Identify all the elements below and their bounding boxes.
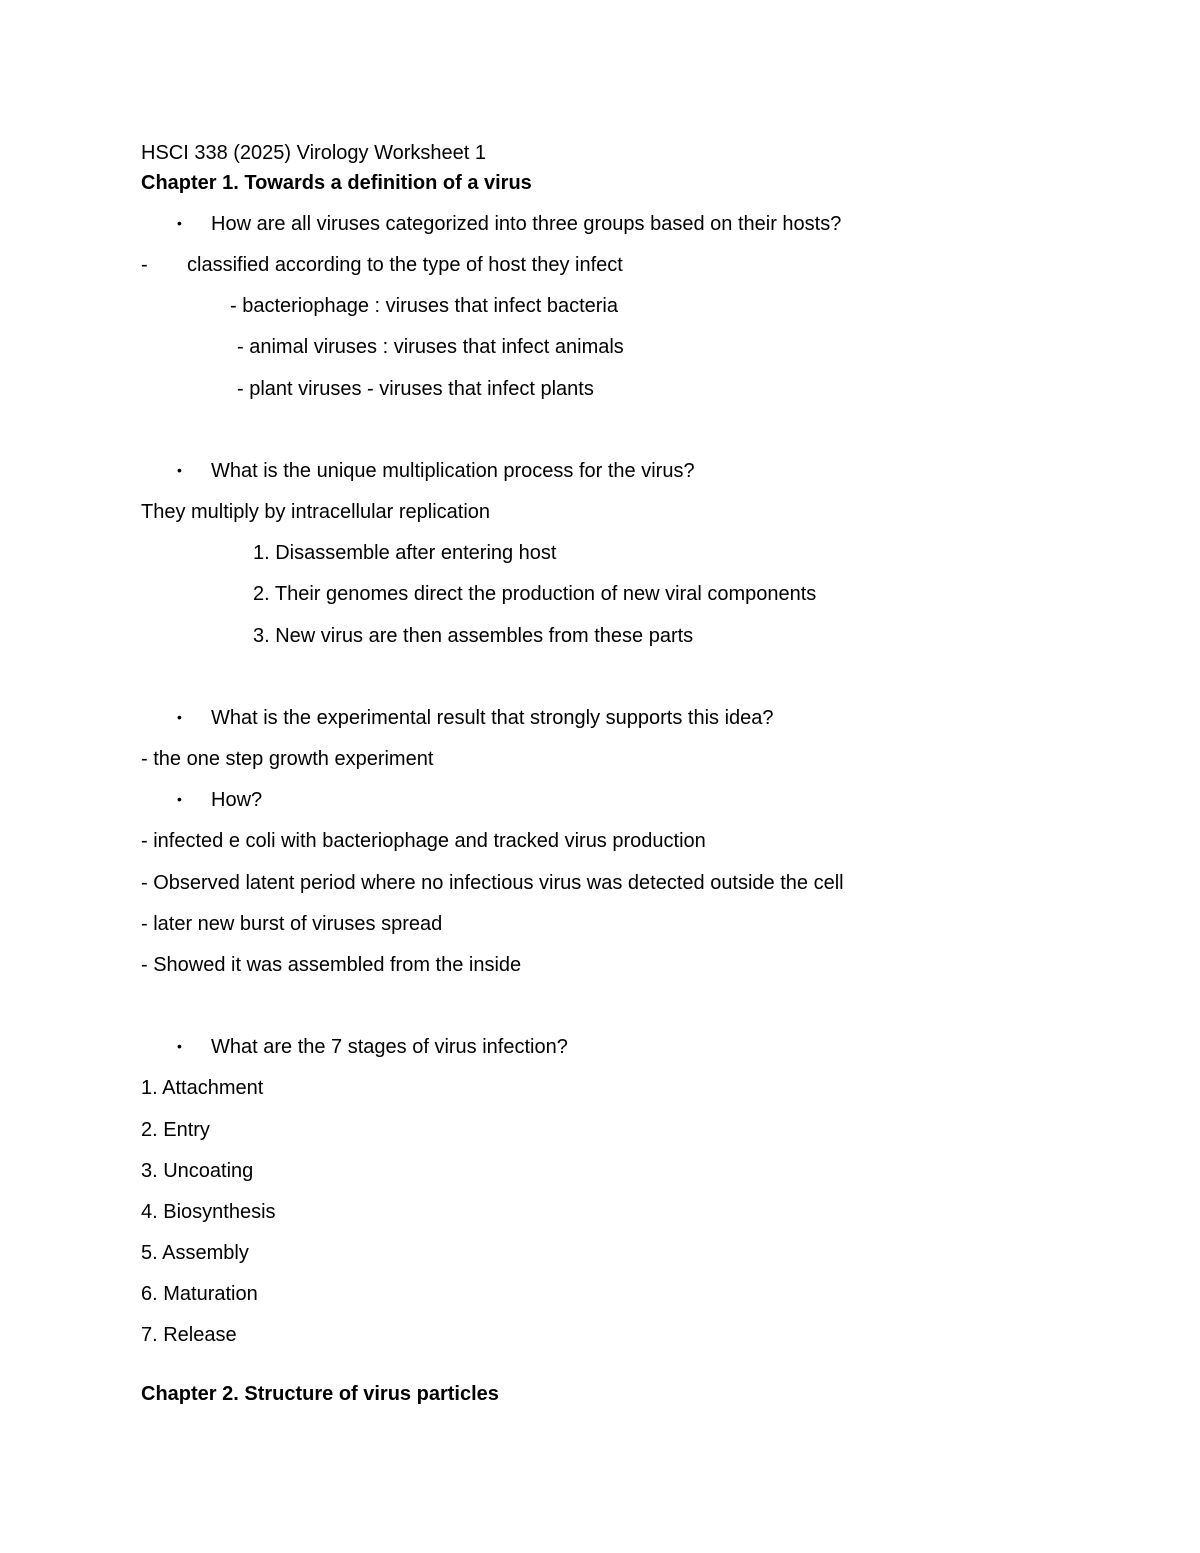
stage-item: 5. Assembly: [141, 1242, 249, 1264]
answer-2-step: 2. Their genomes direct the production of new viral components: [253, 583, 817, 605]
answer-1-dash: -: [141, 254, 148, 276]
answer-4-point: - Showed it was assembled from the inside: [141, 954, 522, 976]
answer-1-item: - bacteriophage : viruses that infect bacteria: [230, 295, 618, 317]
question-3: What is the experimental result that strongly supports this idea?: [211, 707, 774, 729]
stage-item: 1. Attachment: [141, 1077, 264, 1099]
question-2: What is the unique multiplication process for the virus?: [211, 460, 695, 482]
chapter-1-heading: Chapter 1. Towards a definition of a virus: [141, 172, 532, 194]
answer-4-point: - later new burst of viruses spread: [141, 913, 443, 935]
question-5: What are the 7 stages of virus infection?: [211, 1036, 568, 1058]
stage-item: 2. Entry: [141, 1119, 210, 1141]
answer-3: - the one step growth experiment: [141, 748, 434, 770]
stage-item: 6. Maturation: [141, 1283, 258, 1305]
answer-4-point: - Observed latent period where no infectious virus was detected outside the cell: [141, 872, 844, 894]
bullet-icon: •: [177, 791, 182, 807]
answer-1-item: - animal viruses : viruses that infect animals: [237, 336, 624, 358]
answer-2-step: 3. New virus are then assembles from these parts: [253, 625, 694, 647]
answer-2-step: 1. Disassemble after entering host: [253, 542, 557, 564]
document-title: HSCI 338 (2025) Virology Worksheet 1: [141, 142, 486, 164]
bullet-icon: •: [177, 709, 182, 725]
bullet-icon: •: [177, 462, 182, 478]
stage-item: 7. Release: [141, 1324, 237, 1346]
question-4: How?: [211, 789, 263, 811]
question-1: How are all viruses categorized into three groups based on their hosts?: [211, 213, 842, 235]
bullet-icon: •: [177, 1038, 182, 1054]
chapter-2-heading: Chapter 2. Structure of virus particles: [141, 1383, 499, 1405]
answer-4-point: - infected e coli with bacteriophage and tracked virus production: [141, 830, 706, 852]
bullet-icon: •: [177, 215, 182, 231]
stage-item: 3. Uncoating: [141, 1160, 254, 1182]
stage-item: 4. Biosynthesis: [141, 1201, 276, 1223]
answer-1-item: - plant viruses - viruses that infect plants: [237, 378, 594, 400]
answer-1: classified according to the type of host they infect: [187, 254, 623, 276]
answer-2: They multiply by intracellular replication: [141, 501, 491, 523]
